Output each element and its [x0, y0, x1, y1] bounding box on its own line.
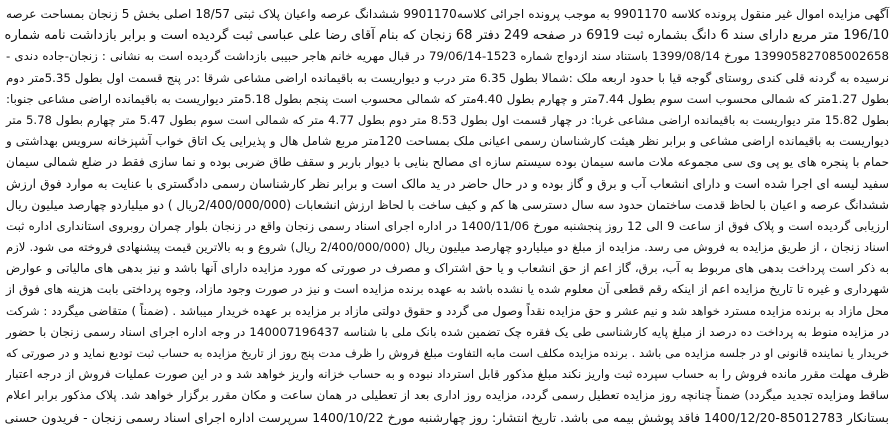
auction-notice: [4, 4, 890, 425]
notice-line-10: ششدانگ عرصه و اعیان با لحاظ قدمت ساختمان حدود سه سال دسترسی ها کم و کیف ساخت با لحاظ ارزش انشعابات (2/400/000/000ریال ) دو میلیاردو چهارصد میلیون ریال: [6, 197, 889, 212]
notice-line-18: ظرف مهلت مقرر مانده فروش را به حساب سپرده ثبت واریز نکند مبلغ مذکور قابل استرداد نبوده و به حساب خزانه واریز خواهد شد و در این صورت عملیات فروش از درجه اعتبار: [6, 367, 889, 382]
notice-line-20: بستانکار 85012783-1400/12/20 فاقد پوشش بیمه می باشد. تاریخ انتشار: روز چهارشنبه مورخ 1400/10/22 سرپرست اداره اجرای اسناد رسمی زنجان - فریدون حسنی: [4, 409, 889, 425]
notice-line-5: بطول 1.27متر که شمالی محسوب است سوم بطول 7.44متر و چهارم بطول 4.40متر که شمالی محسوب است پنجم بطول 5.18متر دیواریست به باقیمانده اراضی مشاعی جنوبا:: [6, 91, 889, 106]
notice-line-9: سفید لیسه ای اجرا شده است و دارای انشعاب آب و برق و گاز بوده و در حال حاضر در ید مالک است و برابر نظر کارشناسان رسمی دادگستری با عنایت به موارد فوق ارزش: [6, 176, 889, 191]
notice-line-2: 196/10 متر مربع دارای سند 6 دانگ بشماره ثبت 6919 در صفحه 249 دفتر 68 زنجان که بنام آقای رضا علی عباسی ثبت گردیده است و برابر بازداشت نامه شماره: [4, 28, 889, 44]
notice-line-11: ارزیابی گردیده است و پلاک فوق از ساعت 9 الی 12 روز پنجشنبه مورخ 1400/11/06 در اداره اجرای اسناد رسمی زنجان واقع در زنجان بلوار چمران روبروی استانداری اداره ثبت: [6, 218, 889, 233]
notice-line-8: حمام با پنجره های یو پی وی سی مجموعه ملات ماسه سیمان بوده سیستم سازه ای مصالح بنایی با دیوار باربر و سقف طاق ضربی بوده و نما سازی فقط در ضلع شمالی سیمان: [6, 155, 889, 170]
notice-line-16: در مزایده منوط به پرداخت ده درصد از مبلغ پایه کارشناسی طی یک فقره چک تضمین شده بانک ملی با شناسه 140007196437 در وجه اداره اجرای اسناد رسمی زنجان با حضور: [6, 324, 889, 339]
notice-line-7: دیواریست به باقیمانده اراضی مشاعی و برابر نظر هیئت کارشناسان رسمی اعیانی ملک بمساحت 120متر مربع شامل هال و پذیرایی یک اتاق خواب آشپزخانه سرویس بهداشتی و: [6, 134, 889, 149]
notice-line-15: محل مازاد به برنده مزایده مسترد خواهد شد و نیم عشر و حق مزایده نقداً وصول می گردد و حقوق دولتی مازاد بر مزایده بر عهده خریدار میباشد . (ضمناً ) متقاضی میگردد : شرکت: [6, 303, 889, 318]
notice-line-1: آگهی مزایده اموال غیر منقول پرونده کلاسه 9901170 به موجب پرونده اجرائی کلاسه9901170 ششدانگ عرصه واعیان پلاک ثبتی 18/57 اصلی بخش 5 زنجان بمساحت عرصه: [6, 7, 890, 21]
notice-line-12: اسناد زنجان ، از طریق مزایده به فروش می رسد. مزایده از مبلغ دو میلیاردو چهارصد میلیون ریال (2/400/000/000 ریال) شروع و به بالاترین قیمت پیشنهادی فروخته می شود. لازم: [6, 240, 889, 255]
notice-line-17: خریدار یا نماینده قانونی او در جلسه مزایده می باشد . برنده مزایده مکلف است مابه التفاوت مبلغ فروش را ظرف مدت پنج روز از تاریخ مزایده به حساب ثبت تودیع نماید و در صورتی که: [6, 346, 889, 360]
notice-line-13: به ذکر است پرداخت بدهی های مربوط به آب، برق، گاز اعم از حق انشعاب و یا حق اشتراک و مصرف در صورتی که مورد مزایده دارای آنها باشد و نیز بدهی های مالیاتی و عوارض: [6, 261, 889, 276]
notice-line-19: ساقط ومزایده تجدید میگردد) ضمناً چنانچه روز مزایده تعطیل رسمی گردد، مزایده روز اداری بعد از تعطیلی در همان ساعت و مکان مقرر برگزار خواهد شد. پلاک مذکور برابر اعلام: [6, 388, 889, 403]
notice-line-4: نرسیده به گردنه قلی کندی روستای گوجه قیا با حدود اربعه ملک :شمالا بطول 6.35 متر درب و دیواریست به باقیمانده اراضی مشاعی شرقا :در پنج قسمت اول بطول 5.35متر دوم: [6, 70, 889, 85]
notice-line-3: 139905827085002658 مورخ 1399/08/14 باستناد سند ازدواج شماره 1523-79/06/14 در قبال مهریه خانم هاجر حبیبی بازداشت گردیده است به نشانی : زنجان-جاده دندی -: [6, 49, 889, 64]
notice-line-14: شهرداری و غیره تا تاریخ مزایده اعم از اینکه رقم قطعی آن معلوم شده یا نشده باشد به عهده برنده مزایده است و نیز در صورت وجود مازاد، وجوه پرداختی بابت هزینه های فوق از: [6, 282, 889, 297]
notice-line-6: بطول 15.82 متر دیواریست به باقیمانده اراضی مشاعی غربا: در چهار قسمت اول بطول 8.53 متر دوم بطول 4.77 متر که شمالی است سوم بطول 5.47 متر چهارم بطول 5.78 متر: [6, 112, 889, 127]
